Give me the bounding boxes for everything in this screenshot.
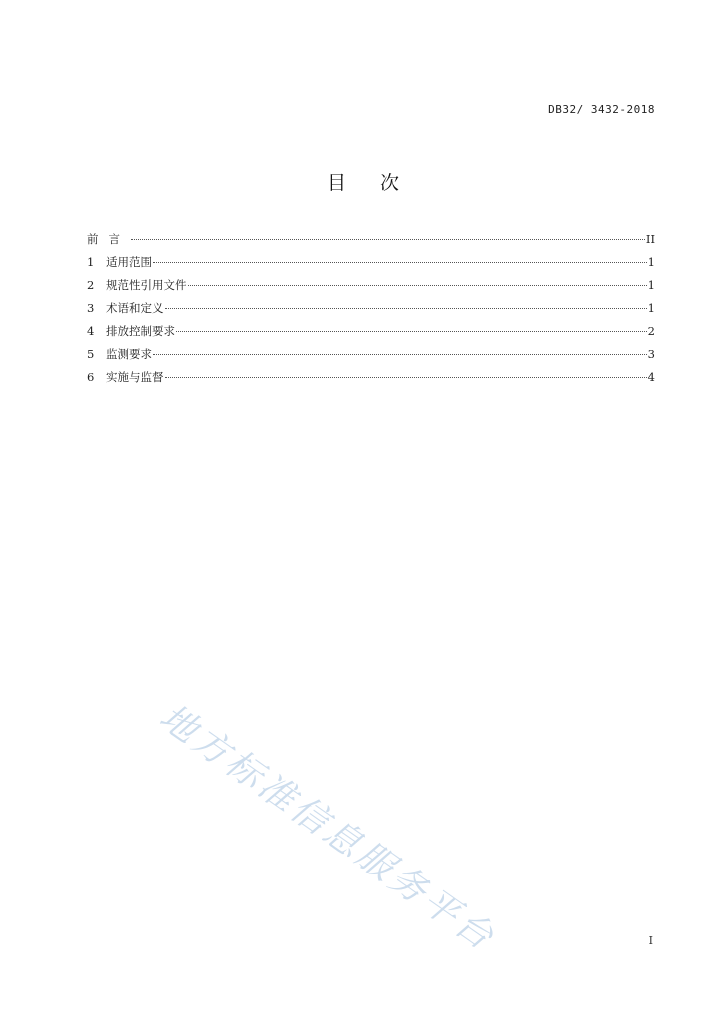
toc-entry-number: 1 — [87, 255, 95, 269]
toc-title: 目 次 — [326, 172, 414, 194]
toc-entry-page: 1 — [647, 255, 655, 269]
toc-entry-label: 术语和定义 — [106, 301, 164, 315]
toc-entry-label: 排放控制要求 — [106, 324, 175, 338]
toc-leader-dots — [153, 262, 647, 263]
toc-entry-monitoring[interactable] — [87, 344, 655, 367]
toc-entry-page: II — [645, 232, 655, 246]
toc-entry-normative-references[interactable] — [87, 275, 655, 298]
toc-entry-page: 3 — [647, 347, 655, 361]
toc-entry-page: 1 — [647, 278, 655, 292]
toc-entry-page: 1 — [647, 301, 655, 315]
toc-leader-dots — [153, 354, 647, 355]
toc-entry-page: 2 — [647, 324, 655, 338]
toc-entry-number: 3 — [87, 301, 95, 315]
toc-leader-dots — [188, 285, 647, 286]
toc-entry-foreword[interactable] — [87, 229, 655, 252]
toc-entry-page: 4 — [647, 370, 655, 384]
toc-entry-number: 6 — [87, 370, 95, 384]
toc-leader-dots — [176, 331, 647, 332]
document-code: DB32/ 3432-2018 — [548, 103, 655, 116]
table-of-contents — [87, 229, 655, 390]
toc-leader-dots — [131, 239, 645, 240]
toc-leader-dots — [165, 308, 647, 309]
toc-leader-dots — [165, 377, 647, 378]
page-number: I — [648, 934, 653, 947]
toc-entry-emission-control[interactable] — [87, 321, 655, 344]
toc-entry-number: 4 — [87, 324, 95, 338]
toc-entry-label: 监测要求 — [106, 347, 152, 361]
toc-entry-terms-definitions[interactable] — [87, 298, 655, 321]
toc-entry-label: 规范性引用文件 — [106, 278, 187, 292]
toc-entry-implementation[interactable] — [87, 367, 655, 390]
toc-entry-scope[interactable] — [87, 252, 655, 275]
toc-entry-number: 2 — [87, 278, 95, 292]
toc-entry-label: 适用范围 — [106, 255, 152, 269]
toc-entry-label: 前言 — [87, 232, 130, 246]
watermark-text: 地方标准信息服务平台 — [151, 696, 504, 960]
toc-entry-number: 5 — [87, 347, 95, 361]
toc-entry-label: 实施与监督 — [106, 370, 164, 384]
